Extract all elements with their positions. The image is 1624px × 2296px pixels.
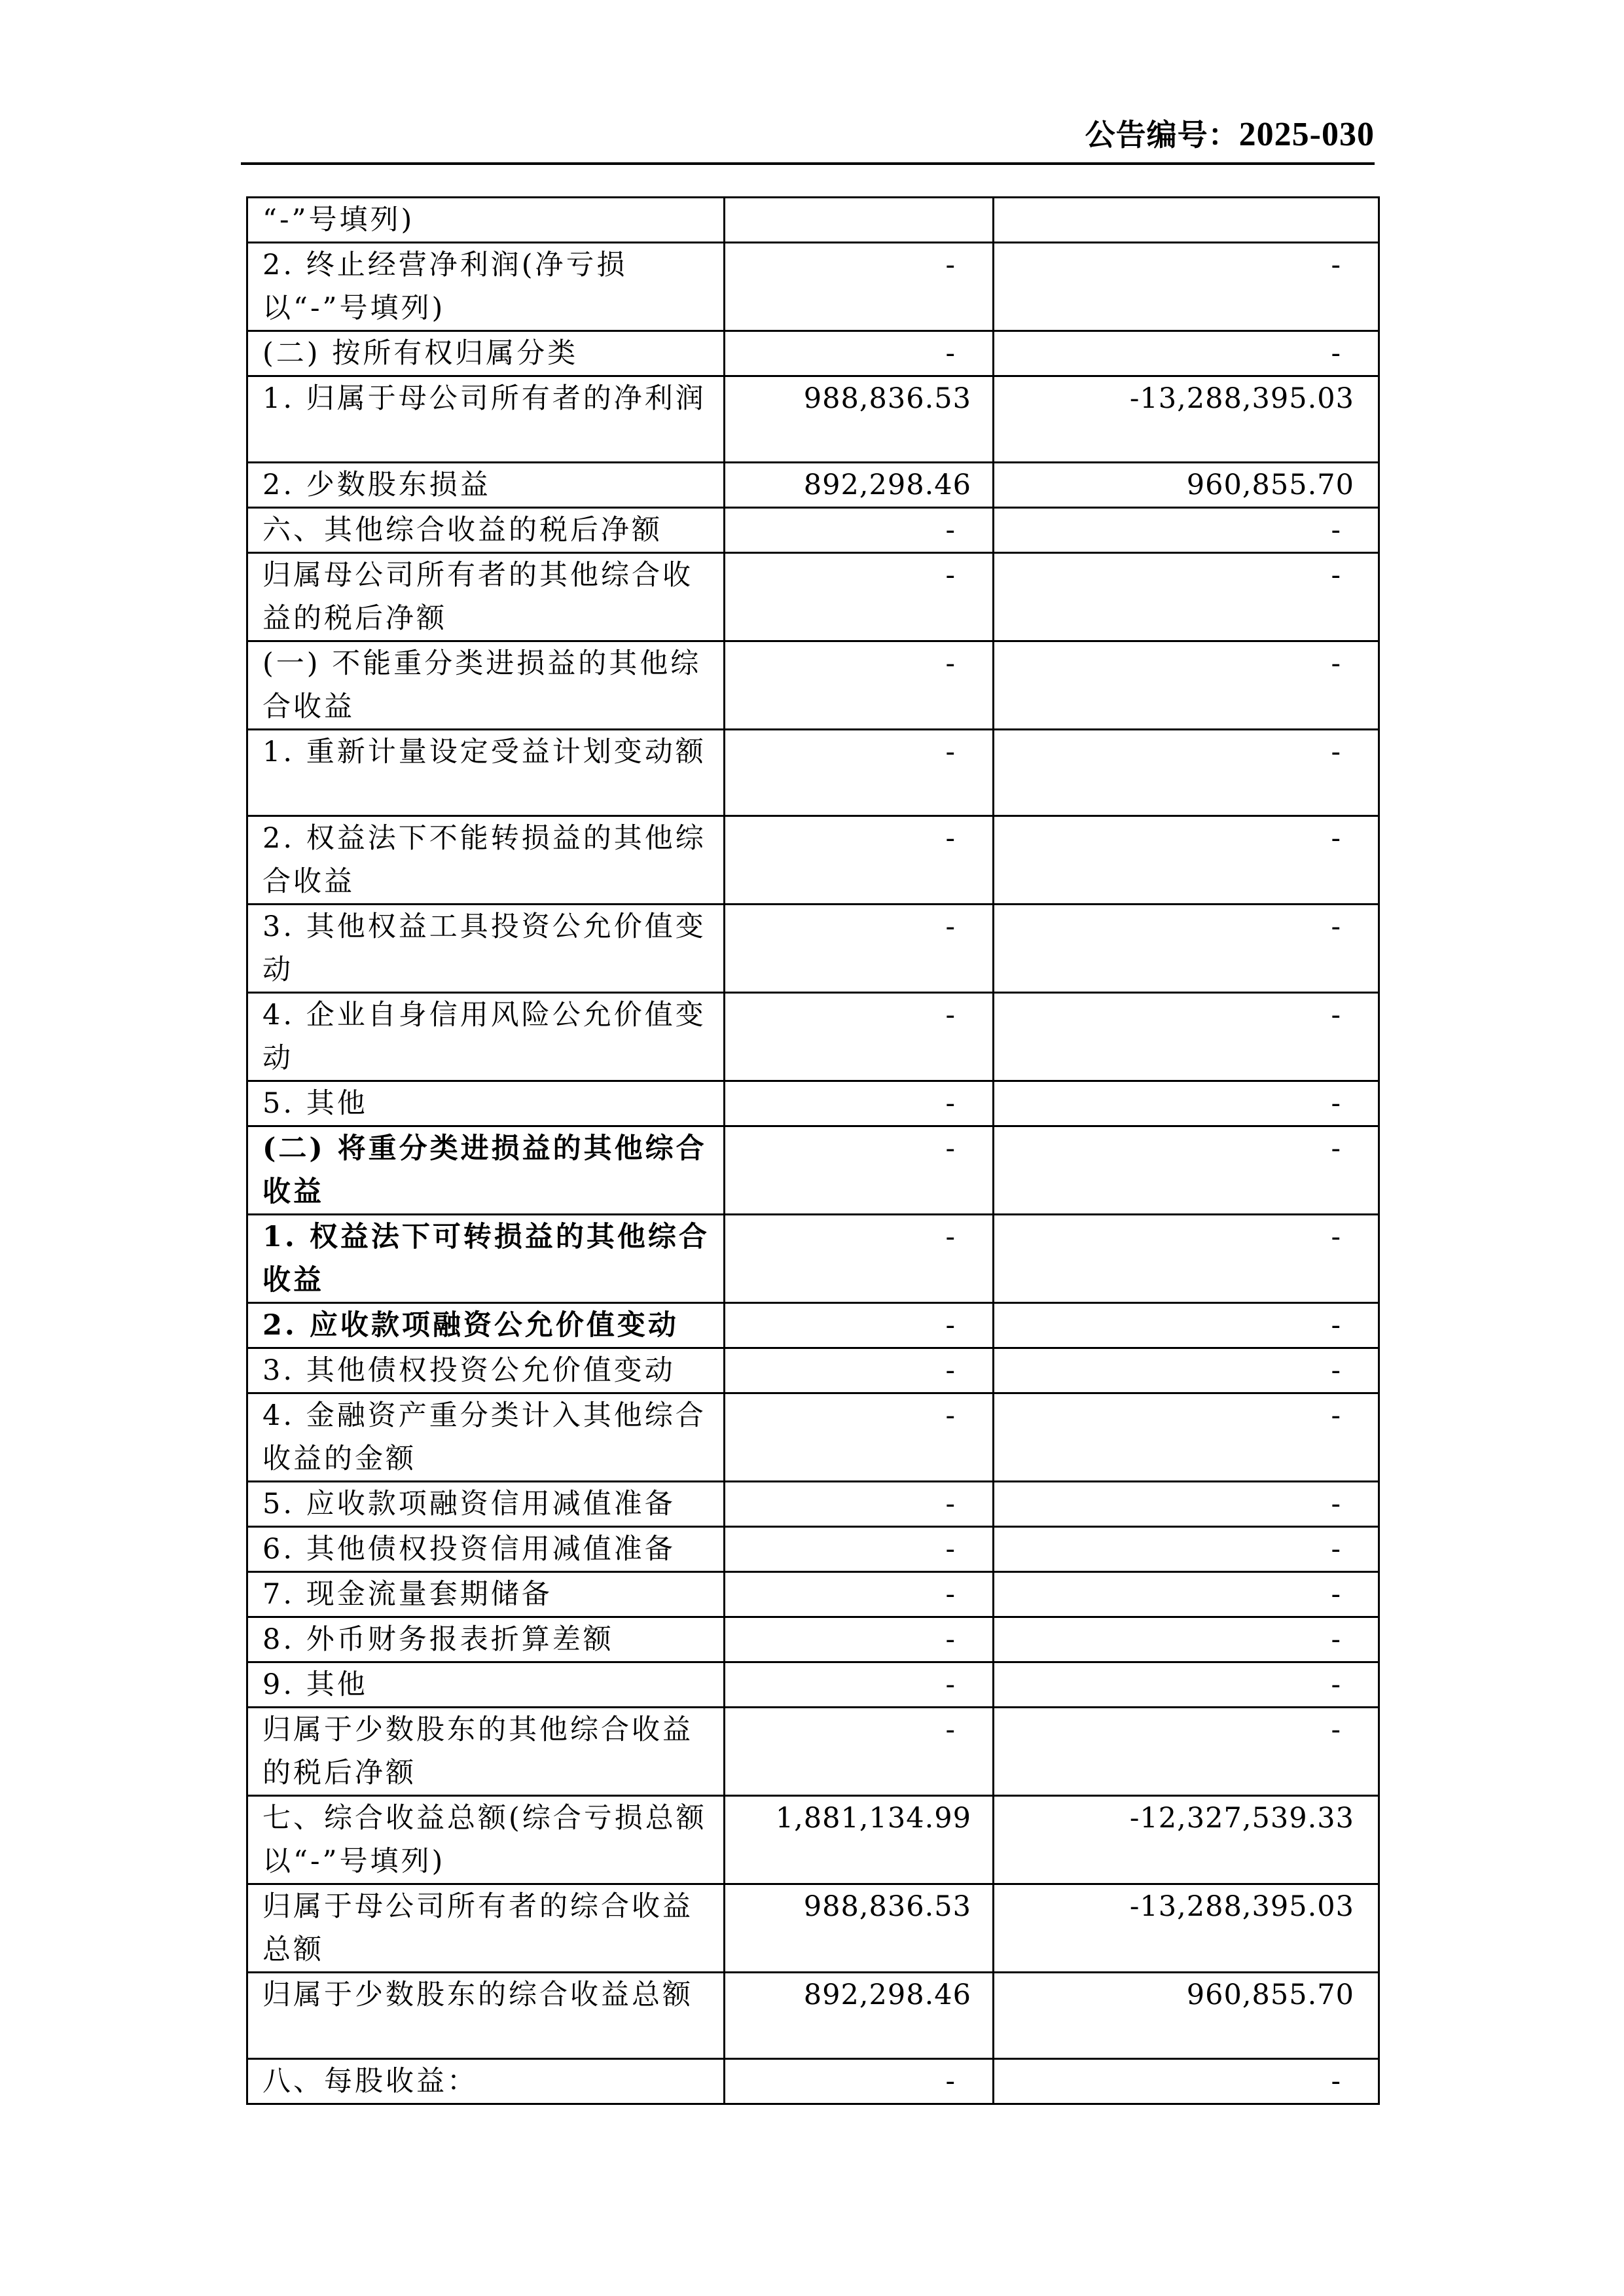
line-item-label: 5. 应收款项融资信用减值准备 [247, 1482, 725, 1527]
current-period-value: - [725, 1572, 994, 1617]
line-item-label: 4. 企业自身信用风险公允价值变动 [247, 993, 725, 1081]
line-item-label: 2. 少数股东损益 [247, 463, 725, 508]
current-period-value [725, 198, 994, 243]
line-item-label: “-”号填列) [247, 198, 725, 243]
current-period-value: 988,836.53 [725, 376, 994, 463]
table-row [247, 463, 1379, 508]
line-item-label: 9. 其他 [247, 1662, 725, 1708]
current-period-value: 1,881,134.99 [725, 1796, 994, 1884]
line-item-label: 6. 其他债权投资信用减值准备 [247, 1527, 725, 1572]
table-body [247, 198, 1379, 2104]
table-row [247, 730, 1379, 816]
previous-period-value: - [994, 553, 1379, 641]
line-item-label: 归属于少数股东的其他综合收益的税后净额 [247, 1708, 725, 1796]
current-period-value: - [725, 816, 994, 905]
table-row [247, 1572, 1379, 1617]
current-period-value: - [725, 1348, 994, 1393]
table-row [247, 905, 1379, 993]
current-period-value: - [725, 1662, 994, 1708]
previous-period-value: - [994, 1527, 1379, 1572]
previous-period-value: -13,288,395.03 [994, 1884, 1379, 1973]
line-item-label: (二) 按所有权归属分类 [247, 331, 725, 376]
current-period-value: - [725, 1126, 994, 1215]
previous-period-value: - [994, 1126, 1379, 1215]
current-period-value: - [725, 331, 994, 376]
previous-period-value: - [994, 1215, 1379, 1303]
table-row [247, 641, 1379, 730]
line-item-label: 7. 现金流量套期储备 [247, 1572, 725, 1617]
table-row [247, 1796, 1379, 1884]
announcement-number [1085, 111, 1375, 154]
previous-period-value: - [994, 1617, 1379, 1662]
previous-period-value: - [994, 1662, 1379, 1708]
table-row [247, 1884, 1379, 1973]
line-item-label: 8. 外币财务报表折算差额 [247, 1617, 725, 1662]
previous-period-value: - [994, 1081, 1379, 1126]
table-row [247, 1348, 1379, 1393]
table-row [247, 1393, 1379, 1482]
table-row [247, 1081, 1379, 1126]
previous-period-value: - [994, 816, 1379, 905]
current-period-value: - [725, 1303, 994, 1348]
line-item-label: 六、其他综合收益的税后净额 [247, 508, 725, 553]
page-header [241, 105, 1375, 165]
table-row [247, 243, 1379, 331]
previous-period-value: - [994, 1708, 1379, 1796]
previous-period-value: - [994, 1393, 1379, 1482]
previous-period-value: - [994, 1572, 1379, 1617]
table-row [247, 1973, 1379, 2059]
announcement-number-value: 2025-030 [1238, 116, 1375, 153]
previous-period-value: - [994, 905, 1379, 993]
table-row [247, 2059, 1379, 2104]
line-item-label: 七、综合收益总额(综合亏损总额以“-”号填列) [247, 1796, 725, 1884]
line-item-label: 1. 权益法下可转损益的其他综合收益 [247, 1215, 725, 1303]
previous-period-value: - [994, 1303, 1379, 1348]
current-period-value: 892,298.46 [725, 1973, 994, 2059]
line-item-label: 2. 应收款项融资公允价值变动 [247, 1303, 725, 1348]
line-item-label: 4. 金融资产重分类计入其他综合收益的金额 [247, 1393, 725, 1482]
line-item-label: 3. 其他债权投资公允价值变动 [247, 1348, 725, 1393]
table-row [247, 1527, 1379, 1572]
current-period-value: - [725, 243, 994, 331]
table-row [247, 331, 1379, 376]
line-item-label: 归属于少数股东的综合收益总额 [247, 1973, 725, 2059]
previous-period-value: - [994, 1482, 1379, 1527]
current-period-value: - [725, 1708, 994, 1796]
current-period-value: - [725, 508, 994, 553]
table-row [247, 1215, 1379, 1303]
table-row [247, 1617, 1379, 1662]
current-period-value: 988,836.53 [725, 1884, 994, 1973]
current-period-value: - [725, 641, 994, 730]
line-item-label: (二) 将重分类进损益的其他综合收益 [247, 1126, 725, 1215]
current-period-value: - [725, 553, 994, 641]
line-item-label: 1. 归属于母公司所有者的净利润 [247, 376, 725, 463]
current-period-value: - [725, 1617, 994, 1662]
table-row [247, 1662, 1379, 1708]
current-period-value: - [725, 1393, 994, 1482]
current-period-value: - [725, 1081, 994, 1126]
announcement-number-label: 公告编号： [1085, 117, 1239, 152]
line-item-label: 1. 重新计量设定受益计划变动额 [247, 730, 725, 816]
line-item-label: 归属母公司所有者的其他综合收益的税后净额 [247, 553, 725, 641]
previous-period-value: - [994, 1348, 1379, 1393]
current-period-value: - [725, 993, 994, 1081]
table-row [247, 816, 1379, 905]
current-period-value: - [725, 905, 994, 993]
current-period-value: - [725, 730, 994, 816]
previous-period-value [994, 198, 1379, 243]
table-row [247, 993, 1379, 1081]
current-period-value: - [725, 1527, 994, 1572]
previous-period-value: - [994, 993, 1379, 1081]
line-item-label: 3. 其他权益工具投资公允价值变动 [247, 905, 725, 993]
previous-period-value: - [994, 2059, 1379, 2104]
current-period-value: - [725, 1215, 994, 1303]
previous-period-value: - [994, 331, 1379, 376]
line-item-label: 2. 终止经营净利润(净亏损以“-”号填列) [247, 243, 725, 331]
previous-period-value: - [994, 243, 1379, 331]
previous-period-value: -12,327,539.33 [994, 1796, 1379, 1884]
line-item-label: 2. 权益法下不能转损益的其他综合收益 [247, 816, 725, 905]
previous-period-value: -13,288,395.03 [994, 376, 1379, 463]
table-row [247, 198, 1379, 243]
previous-period-value: - [994, 508, 1379, 553]
table-row [247, 376, 1379, 463]
comprehensive-income-table [246, 196, 1380, 2105]
previous-period-value: 960,855.70 [994, 463, 1379, 508]
current-period-value: - [725, 1482, 994, 1527]
line-item-label: 5. 其他 [247, 1081, 725, 1126]
line-item-label: 八、每股收益： [247, 2059, 725, 2104]
table-row [247, 1303, 1379, 1348]
previous-period-value: 960,855.70 [994, 1973, 1379, 2059]
line-item-label: (一) 不能重分类进损益的其他综合收益 [247, 641, 725, 730]
table-row [247, 1126, 1379, 1215]
line-item-label: 归属于母公司所有者的综合收益总额 [247, 1884, 725, 1973]
table-row [247, 553, 1379, 641]
current-period-value: - [725, 2059, 994, 2104]
current-period-value: 892,298.46 [725, 463, 994, 508]
previous-period-value: - [994, 641, 1379, 730]
table-row [247, 508, 1379, 553]
previous-period-value: - [994, 730, 1379, 816]
table-row [247, 1708, 1379, 1796]
table-row [247, 1482, 1379, 1527]
